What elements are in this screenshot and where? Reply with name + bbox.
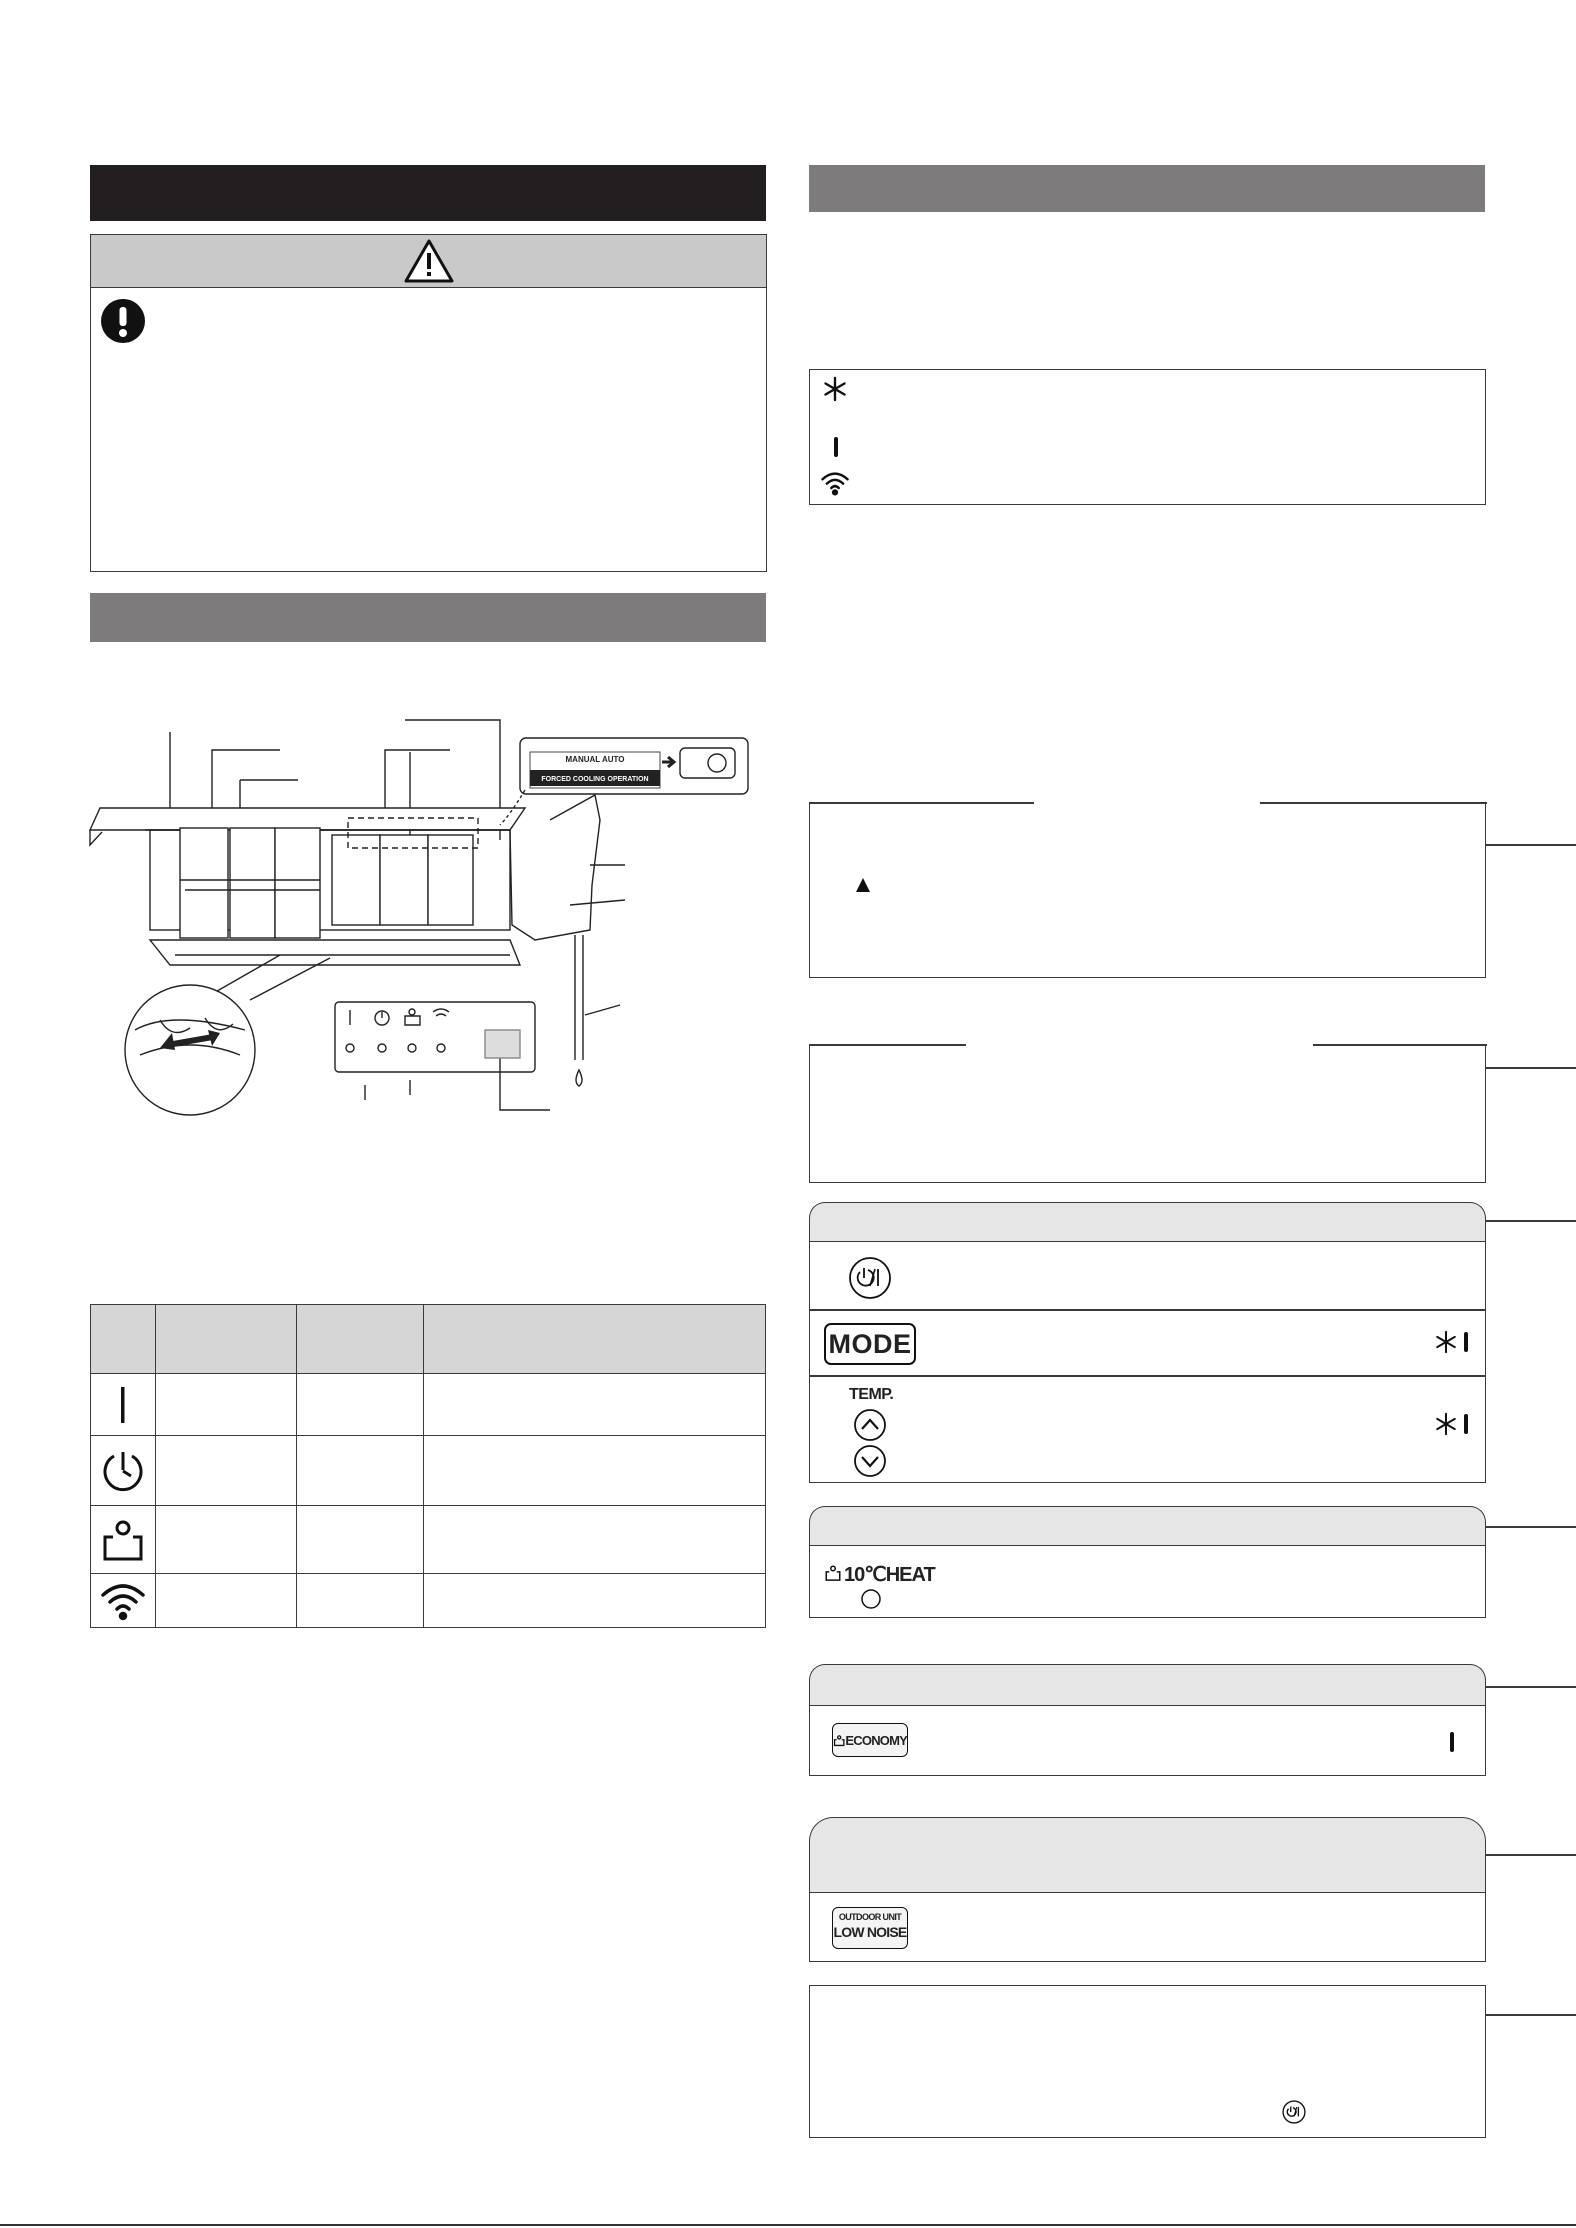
label-plate-line2: FORCED COOLING OPERATION (541, 776, 649, 783)
operation-bar-icon (1462, 1330, 1470, 1354)
operation-bar-icon (91, 1385, 155, 1425)
heat-button[interactable] (824, 1562, 934, 1612)
heat-button-label: 10℃HEAT (844, 1564, 935, 1586)
table-header-cell (91, 1305, 156, 1374)
tab-header-heat (809, 1506, 1486, 1546)
economy-button[interactable] (832, 1723, 908, 1757)
tab-header-economy (809, 1664, 1486, 1706)
indicator-table (90, 1304, 766, 1628)
temp-label: TEMP. (849, 1386, 894, 1403)
label-plate-line1: MANUAL AUTO (565, 755, 625, 764)
table-header-cell (424, 1305, 766, 1374)
low-noise-button[interactable] (832, 1907, 908, 1949)
lamp-legend-box (809, 369, 1486, 505)
asterisk-icon (1434, 1412, 1458, 1436)
low-noise-button-line1: OUTDOOR UNIT (838, 1912, 902, 1922)
power-button[interactable] (848, 1256, 892, 1300)
operation-bar-icon (1448, 1730, 1456, 1754)
tab-header-low-noise (809, 1817, 1486, 1893)
table-row (91, 1436, 766, 1506)
table-row (91, 1506, 766, 1574)
info-box-bottom (809, 1985, 1486, 2138)
power-icon (1282, 2100, 1306, 2124)
margin-rule (1486, 1067, 1576, 1069)
exclamation-circle-icon (99, 297, 147, 345)
margin-rule (1486, 1526, 1576, 1528)
table-row (91, 1374, 766, 1436)
economy-icon (824, 1564, 842, 1582)
mode-button-label: MODE (828, 1328, 912, 1359)
economy-icon (833, 1734, 845, 1747)
operation-bar-icon (832, 436, 840, 458)
margin-rule (1486, 1854, 1576, 1856)
page-bottom-rule (0, 2224, 1576, 2226)
section-header-gray (90, 593, 766, 642)
timer-icon (91, 1448, 155, 1494)
warning-header (91, 235, 766, 288)
section-header-black (90, 165, 766, 221)
operation-bar-icon (1462, 1412, 1470, 1436)
economy-icon (91, 1517, 155, 1563)
heat-button-circle (860, 1588, 882, 1610)
triangle-up-icon (854, 876, 872, 894)
economy-button-label: ECONOMY (845, 1732, 907, 1748)
mode-button[interactable] (824, 1323, 916, 1365)
margin-rule (1486, 1686, 1576, 1688)
tab-body-basic (809, 1241, 1486, 1483)
table-row (91, 1574, 766, 1628)
indoor-unit-illustration (80, 700, 760, 1130)
temp-down-button[interactable] (853, 1444, 887, 1478)
warning-box (90, 234, 767, 572)
warning-triangle-icon (403, 238, 455, 284)
table-header-cell (297, 1305, 424, 1374)
tab-header-basic (809, 1202, 1486, 1242)
tab-body-economy (809, 1705, 1486, 1776)
info-box-2 (809, 1044, 1486, 1183)
asterisk-icon (1434, 1330, 1458, 1354)
info-box-1 (809, 802, 1486, 978)
wifi-icon (91, 1581, 155, 1621)
table-header-cell (156, 1305, 297, 1374)
asterisk-icon (822, 376, 848, 402)
tab-body-low-noise (809, 1892, 1486, 1962)
temp-up-button[interactable] (853, 1408, 887, 1442)
low-noise-button-line2: LOW NOISE (833, 1924, 907, 1940)
tab-body-heat (809, 1545, 1486, 1618)
margin-rule (1486, 2014, 1576, 2016)
margin-rule (1486, 1220, 1576, 1222)
section-header-gray-right (809, 165, 1485, 212)
margin-rule (1486, 844, 1576, 846)
wifi-icon (820, 470, 850, 496)
